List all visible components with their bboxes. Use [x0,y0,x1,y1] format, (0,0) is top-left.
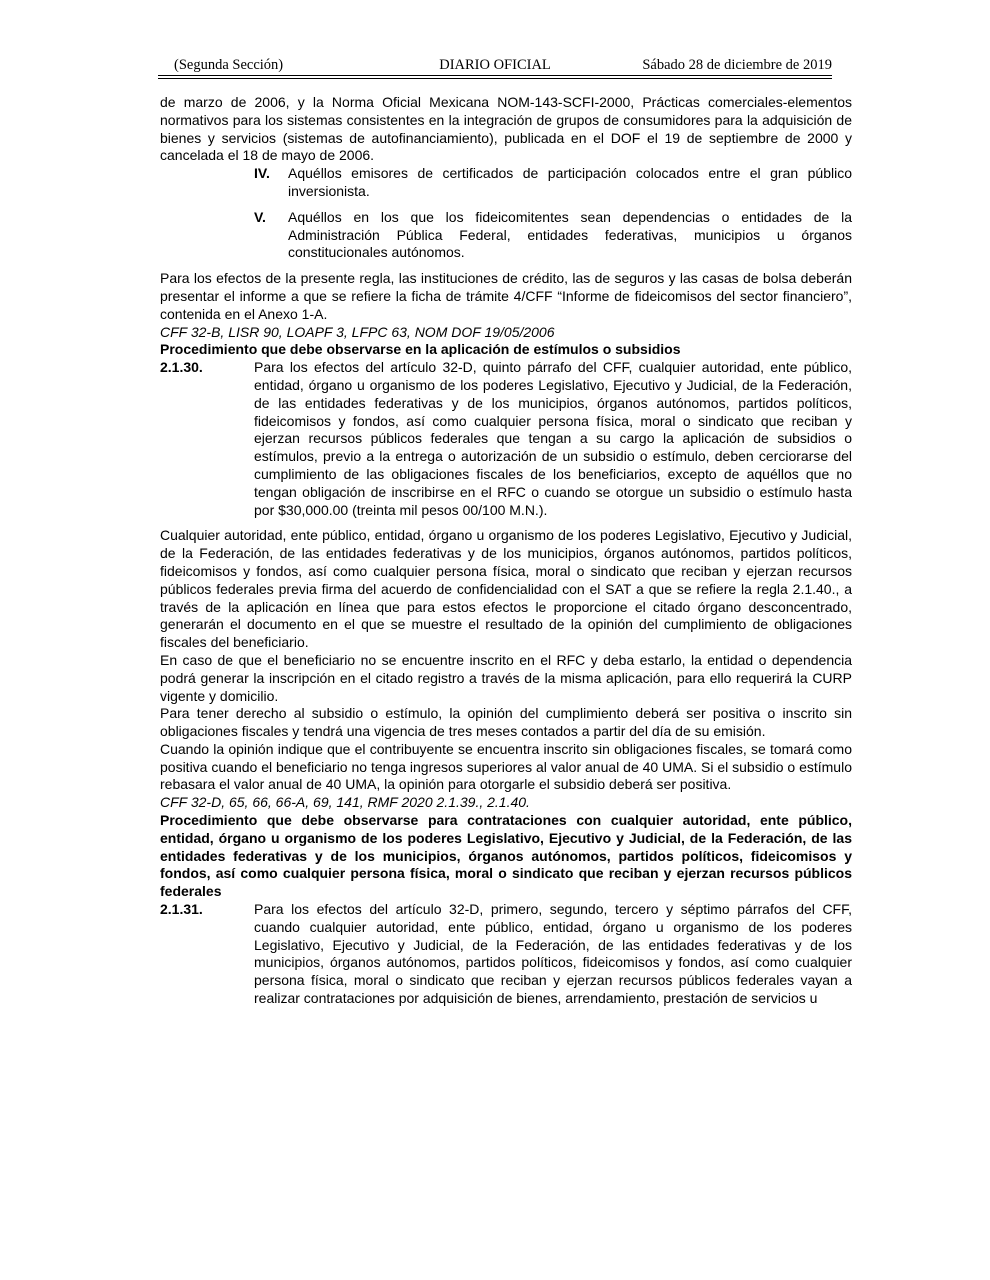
page-header [158,57,832,77]
continuation-paragraph: de marzo de 2006, y la Norma Oficial Mexicana NOM-143-SCFI-2000, Prácticas comerciales-elementos normativos para los sistemas consistentes en la integración de grupos de consumidores para la adquisición de bienes y servicios (sistemas de autofinanciamiento), publicada en el DOF el 19 de septiembre de 2000 y cancelada el 18 de mayo de 2006. [160,94,852,164]
header-publication: DIARIO OFICIAL [439,57,551,73]
list-item-text: Aquéllos emisores de certificados de participación colocados entre el gran público inversionista. [288,165,852,199]
rule-paragraph: En caso de que el beneficiario no se encuentre inscrito en el RFC y deba estarlo, la entidad o dependencia podrá generar la inscripción en el citado registro a través de la misma aplicación, para ello requerirá la CURP vigente y domicilio. [160,651,852,704]
list-item [254,209,852,262]
rule-2-1-31 [160,901,852,1008]
rule-paragraph: Para tener derecho al subsidio o estímulo, la opinión del cumplimiento deberá ser positiva o inscrito sin obligaciones fiscales y tendrá una vigencia de tres meses contados a partir del día de su emisión. [160,705,852,740]
section-heading: Procedimiento que debe observarse en la aplicación de estímulos o subsidios [160,341,681,358]
header-date: Sábado 28 de diciembre de 2019 [642,57,832,73]
header-section: (Segunda Sección) [174,57,284,73]
rule-paragraph: Para los efectos del artículo 32-D, primero, segundo, tercero y séptimo párrafos del CFF, cuando cualquier autoridad, ente público, entidad, órgano u organismo de los poderes Legislativo, Ejecutivo y Judicial, de la Federación, de las entidades federativas y de los municipios, órganos autónomos, partidos políticos, fideicomisos y fondos, así como cualquier persona física, moral o sindicato que reciban y ejerzan recursos públicos federales vayan a realizar contrataciones por adquisición de bienes, arrendamiento, prestación de servicios u [254,901,852,1007]
rule-number: 2.1.31. [160,901,203,918]
rule-paragraph: Cuando la opinión indique que el contribuyente se encuentra inscrito sin obligaciones fiscales, se tomará como positiva cuando el beneficiario no tenga ingresos superiores al valor anual de 40 UMA. Si el subsidio o estímulo rebasara el valor anual de 40 UMA, la opinión para otorgarle el subsidio deberá ser positiva. [160,740,852,793]
legal-reference: CFF 32-B, LISR 90, LOAPF 3, LFPC 63, NOM DOF 19/05/2006 [160,323,555,340]
header-rule-top [158,75,832,76]
list-item-text: Aquéllos en los que los fideicomitentes sean dependencias o entidades de la Administración Pública Federal, entidades federativas, municipios u órganos constitucionales autónomos. [288,208,852,261]
paragraph-para-efectos: Para los efectos de la presente regla, las instituciones de crédito, las de seguros y las casas de bolsa deberán presentar el informe a que se refiere la ficha de trámite 4/CFF “Informe de fideicomisos del sector financiero”, contenida en el Anexo 1-A. [160,270,852,322]
rule-number: 2.1.30. [160,359,203,376]
rule-paragraph: Para los efectos del artículo 32-D, quinto párrafo del CFF, cualquier autoridad, ente público, entidad, órgano u organismo de los poderes Legislativo, Ejecutivo y Judicial, de la Federación, de las entidades federativas y de los municipios, órganos autónomos, partidos políticos, fideicomisos y fondos, así como cualquier persona física, moral o sindicato que reciban y ejerzan recursos públicos federales que tengan a su cargo la aplicación de subsidios o estímulos, previo a la entrega o autorización de un subsidio o estímulo, deben cerciorarse del cumplimiento de las obligaciones fiscales de los beneficiarios, excepto de aquéllos que no tengan obligación de inscribirse en el RFC o cuando se otorgue un subsidio o estímulo hasta por $30,000.00 (treinta mil pesos 00/100 M.N.). [254,359,852,518]
rule-2-1-30 [160,359,852,519]
legal-reference: CFF 32-D, 65, 66, 66-A, 69, 141, RMF 2020 2.1.39., 2.1.40. [160,794,530,811]
section-heading: Procedimiento que debe observarse para contrataciones con cualquier autoridad, ente público, entidad, órgano u organismo de los poderes Legislativo, Ejecutivo y Judicial, de la Federación, de las entidades federativas y de los municipios, órganos autónomos, partidos políticos, fideicomisos y fondos, así como cualquier persona física, moral o sindicato que reciban y ejerzan recursos públicos federales [160,812,852,900]
rule-paragraph: Cualquier autoridad, ente público, entidad, órgano u organismo de los poderes Legislativo, Ejecutivo y Judicial, de la Federación, de las entidades federativas y de los municipios, órganos autónomos, partidos políticos, fideicomisos y fondos, así como cualquier persona física, moral o sindicato que reciban y ejerzan recursos públicos federales previa firma del acuerdo de confidencialidad con el SAT a que se refiere la regla 2.1.40., a través de la aplicación en línea que para estos efectos le proporcione el citado órgano desconcentrado, generarán el documento en el que se muestre el resultado de la opinión del cumplimiento de obligaciones fiscales del beneficiario. [160,527,852,651]
header-rule-bottom [158,78,832,79]
list-item [254,165,852,201]
document-body [160,94,852,1016]
list-item-number: V. [254,208,266,225]
list-item-number: IV. [254,165,270,182]
